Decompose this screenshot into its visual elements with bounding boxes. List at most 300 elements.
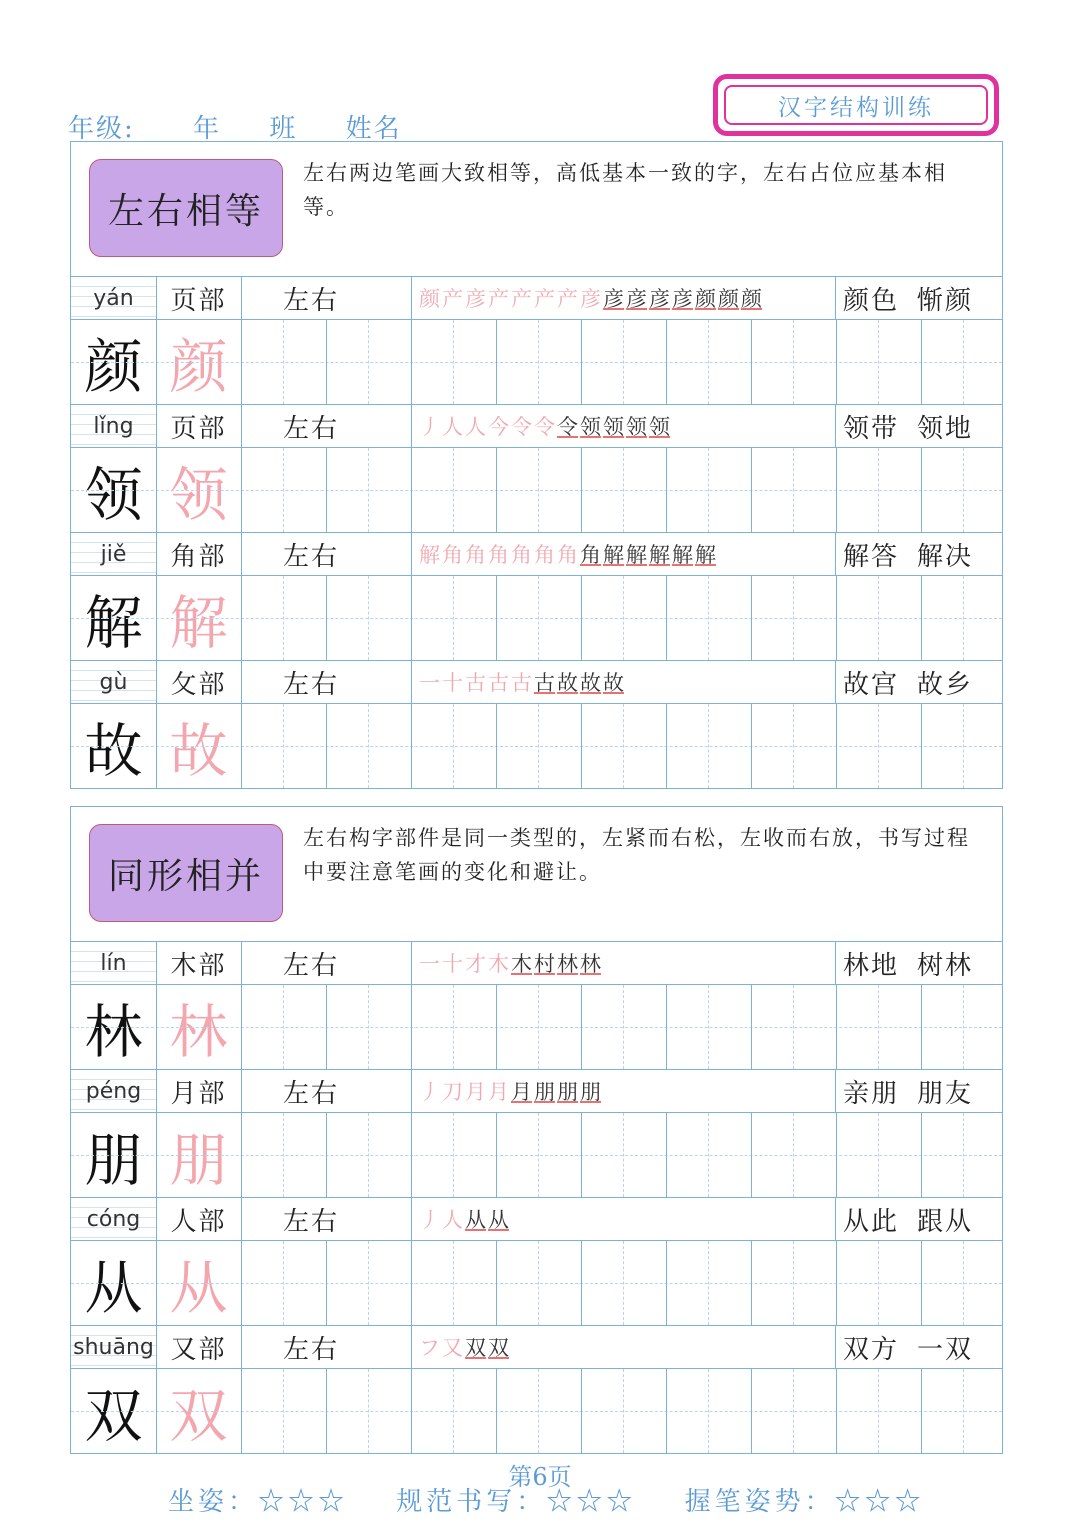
- stroke-step: 角: [580, 543, 601, 567]
- grid-line: [581, 320, 582, 404]
- grid-midline: [878, 1113, 879, 1197]
- worksheet-title: 汉字结构训练: [724, 85, 988, 125]
- writing-grid-row: [71, 703, 1002, 788]
- grid-line: [411, 277, 412, 319]
- grid-midline: [623, 320, 624, 404]
- radical: 月部: [170, 1078, 227, 1109]
- stroke-step: 丿: [419, 1208, 440, 1232]
- grid-midline: [708, 1113, 709, 1197]
- section-intro: [71, 142, 1002, 277]
- grid-midline: [963, 320, 964, 404]
- char-practice-row: [71, 277, 1002, 404]
- trace-char: 从: [169, 1254, 228, 1322]
- stroke-order: [411, 405, 835, 447]
- grid-line: [241, 1369, 242, 1453]
- grid-midline: [71, 1155, 1002, 1156]
- grid-line: [411, 942, 412, 984]
- trace-char: 双: [169, 1382, 228, 1450]
- stroke-step: 颜: [419, 287, 440, 311]
- grid-line: [241, 576, 242, 660]
- grid-line: [666, 576, 667, 660]
- grid-midline: [623, 1241, 624, 1325]
- grid-midline: [538, 576, 539, 660]
- grid-line: [751, 985, 752, 1069]
- example-words: [835, 533, 1002, 575]
- grid-line: [326, 448, 327, 532]
- grid-midline: [878, 576, 879, 660]
- grid-line: [241, 405, 242, 447]
- grid-midline: [538, 985, 539, 1069]
- grid-midline: [878, 448, 879, 532]
- grid-line: [241, 704, 242, 788]
- example-words: [835, 1326, 1002, 1368]
- grid-line: [836, 1241, 837, 1325]
- writing-grid-row: [71, 1368, 1002, 1453]
- name-label: 姓名: [345, 114, 402, 144]
- radical: 页部: [170, 413, 227, 444]
- stroke-step: 解: [672, 543, 693, 567]
- grid-midline: [283, 1113, 284, 1197]
- grid-midline: [963, 1369, 964, 1453]
- stroke-step: 解: [695, 543, 716, 567]
- model-char: 领: [84, 461, 143, 529]
- stroke-step: 林: [580, 952, 601, 976]
- grid-midline: [453, 320, 454, 404]
- grid-midline: [368, 320, 369, 404]
- grid-midline: [453, 985, 454, 1069]
- stroke-order: [411, 661, 835, 703]
- grid-line: [411, 1326, 412, 1368]
- stroke-step: 故: [580, 671, 601, 695]
- structure: 左右: [283, 541, 340, 572]
- rating-writing: 规范书写：☆☆☆: [396, 1487, 637, 1517]
- trace-char: 颜: [169, 333, 228, 401]
- grid-line: [666, 1113, 667, 1197]
- grid-line: [156, 942, 157, 984]
- structure: 左右: [283, 1334, 340, 1365]
- stroke-step: 故: [603, 671, 624, 695]
- grid-line: [241, 448, 242, 532]
- stroke-step: 木: [511, 952, 532, 976]
- grid-line: [835, 661, 836, 703]
- grid-midline: [71, 1027, 1002, 1028]
- stroke-step: 人: [442, 1208, 463, 1232]
- stroke-step: 令: [511, 415, 532, 439]
- example-words: [835, 405, 1002, 447]
- grid-midline: [453, 1113, 454, 1197]
- radical: 木部: [170, 950, 227, 981]
- stroke-step: 解: [626, 543, 647, 567]
- grid-midline: [283, 1241, 284, 1325]
- pinyin: cóng: [71, 1198, 156, 1240]
- grid-line: [156, 1369, 157, 1453]
- writing-grid-row: [71, 447, 1002, 532]
- grid-line: [581, 704, 582, 788]
- example-words: [835, 942, 1002, 984]
- grid-line: [496, 1241, 497, 1325]
- pinyin: shuāng: [71, 1326, 156, 1368]
- char-practice-row: [71, 1069, 1002, 1197]
- grid-midline: [963, 1241, 964, 1325]
- grid-midline: [793, 704, 794, 788]
- grid-midline: [878, 985, 879, 1069]
- stroke-step: 一: [419, 952, 440, 976]
- stroke-step: 领: [649, 415, 670, 439]
- char-practice-row: [71, 660, 1002, 788]
- grid-line: [751, 1241, 752, 1325]
- example-word: 故乡: [917, 669, 974, 700]
- stroke-step: 林: [557, 952, 578, 976]
- stroke-step: 颜: [741, 287, 762, 311]
- char-info-row: [71, 405, 1002, 447]
- stroke-step: 才: [465, 952, 486, 976]
- grid-midline: [283, 448, 284, 532]
- grid-line: [411, 448, 412, 532]
- grid-midline: [283, 320, 284, 404]
- grid-line: [156, 985, 157, 1069]
- grid-line: [241, 1070, 242, 1112]
- stroke-step: 十: [442, 671, 463, 695]
- grid-line: [751, 320, 752, 404]
- grid-line: [836, 704, 837, 788]
- year-label: 年: [193, 114, 222, 144]
- grid-line: [326, 985, 327, 1069]
- stroke-step: 双: [488, 1336, 509, 1360]
- grid-line: [156, 448, 157, 532]
- grid-midline: [453, 704, 454, 788]
- grid-line: [156, 1326, 157, 1368]
- char-info-row: [71, 942, 1002, 984]
- grid-midline: [708, 1369, 709, 1453]
- grid-line: [241, 533, 242, 575]
- example-word: 领带: [843, 413, 900, 444]
- grid-midline: [283, 985, 284, 1069]
- grid-line: [835, 405, 836, 447]
- grid-midline: [793, 320, 794, 404]
- rating-posture: 坐姿：☆☆☆: [168, 1487, 349, 1517]
- grid-line: [156, 277, 157, 319]
- grid-midline: [368, 1241, 369, 1325]
- model-char: 双: [84, 1382, 143, 1450]
- stroke-step: 解: [649, 543, 670, 567]
- grid-line: [411, 1241, 412, 1325]
- worksheet-title-box: [713, 74, 999, 136]
- grid-midline: [283, 1369, 284, 1453]
- grid-line: [581, 448, 582, 532]
- writing-grid-row: [71, 1240, 1002, 1325]
- grid-line: [326, 704, 327, 788]
- grid-line: [751, 704, 752, 788]
- char-practice-row: [71, 1325, 1002, 1453]
- grid-midline: [368, 576, 369, 660]
- stroke-step: 解: [419, 543, 440, 567]
- radical: 页部: [170, 285, 227, 316]
- grid-midline: [708, 1241, 709, 1325]
- stroke-step: 彦: [580, 287, 601, 311]
- radical: 人部: [170, 1206, 227, 1237]
- grid-midline: [963, 1113, 964, 1197]
- example-word: 领地: [917, 413, 974, 444]
- example-words: [835, 277, 1002, 319]
- stroke-order: [411, 942, 835, 984]
- stroke-step: 故: [557, 671, 578, 695]
- stroke-step: 令: [534, 415, 555, 439]
- grid-line: [411, 704, 412, 788]
- grid-line: [241, 1326, 242, 1368]
- stroke-step: 今: [488, 415, 509, 439]
- grid-line: [581, 985, 582, 1069]
- stroke-step: 角: [511, 543, 532, 567]
- writing-grid-row: [71, 319, 1002, 404]
- stroke-step: 村: [534, 952, 555, 976]
- stroke-step: フ: [419, 1336, 440, 1360]
- grid-line: [666, 1241, 667, 1325]
- grid-midline: [793, 985, 794, 1069]
- grid-midline: [708, 320, 709, 404]
- grid-line: [666, 1369, 667, 1453]
- grid-line: [156, 576, 157, 660]
- stroke-step: 从: [488, 1208, 509, 1232]
- grid-line: [156, 533, 157, 575]
- grid-line: [411, 1113, 412, 1197]
- stroke-step: 月: [488, 1080, 509, 1104]
- grid-midline: [623, 704, 624, 788]
- grid-midline: [623, 448, 624, 532]
- pinyin: lǐng: [71, 405, 156, 447]
- stroke-step: 古: [465, 671, 486, 695]
- stroke-step: 月: [511, 1080, 532, 1104]
- grid-midline: [708, 704, 709, 788]
- stroke-step: 古: [534, 671, 555, 695]
- grid-midline: [71, 1411, 1002, 1412]
- stroke-order: [411, 533, 835, 575]
- grid-midline: [368, 1113, 369, 1197]
- grid-midline: [878, 320, 879, 404]
- radical: 角部: [170, 541, 227, 572]
- stroke-step: 领: [626, 415, 647, 439]
- grid-midline: [623, 1113, 624, 1197]
- char-practice-row: [71, 404, 1002, 532]
- trace-char: 解: [169, 589, 228, 657]
- grid-line: [836, 448, 837, 532]
- grid-midline: [538, 704, 539, 788]
- stroke-step: 朋: [534, 1080, 555, 1104]
- stroke-step: 朋: [580, 1080, 601, 1104]
- stroke-step: 领: [603, 415, 624, 439]
- grid-line: [241, 277, 242, 319]
- grid-line: [835, 942, 836, 984]
- grid-midline: [538, 1241, 539, 1325]
- grid-line: [411, 1070, 412, 1112]
- example-words: [835, 661, 1002, 703]
- stroke-step: 双: [465, 1336, 486, 1360]
- stroke-order: [411, 1070, 835, 1112]
- grid-line: [921, 1241, 922, 1325]
- grid-line: [921, 320, 922, 404]
- grid-line: [411, 576, 412, 660]
- grid-midline: [963, 704, 964, 788]
- stroke-step: 颜: [695, 287, 716, 311]
- radical: 攵部: [170, 669, 227, 700]
- stroke-step: 彦: [626, 287, 647, 311]
- grid-line: [496, 985, 497, 1069]
- grid-line: [751, 1113, 752, 1197]
- grid-midline: [708, 576, 709, 660]
- grid-line: [921, 704, 922, 788]
- example-word: 亲朋: [843, 1078, 900, 1109]
- model-char: 解: [84, 589, 143, 657]
- grid-line: [921, 1113, 922, 1197]
- grid-line: [156, 1113, 157, 1197]
- grid-line: [835, 533, 836, 575]
- stroke-step: 又: [442, 1336, 463, 1360]
- student-info: [68, 108, 440, 145]
- grid-line: [666, 320, 667, 404]
- grid-midline: [708, 985, 709, 1069]
- grid-line: [496, 1113, 497, 1197]
- section-label: 左右相等: [89, 159, 283, 257]
- trace-char: 领: [169, 461, 228, 529]
- structure: 左右: [283, 285, 340, 316]
- stroke-step: 彦: [672, 287, 693, 311]
- grid-line: [581, 1369, 582, 1453]
- section-1: [70, 141, 1003, 789]
- grid-midline: [453, 1369, 454, 1453]
- grid-midline: [368, 1369, 369, 1453]
- grid-line: [156, 1198, 157, 1240]
- structure: 左右: [283, 1078, 340, 1109]
- grid-line: [241, 1113, 242, 1197]
- grid-midline: [963, 985, 964, 1069]
- grid-line: [496, 576, 497, 660]
- radical: 又部: [170, 1334, 227, 1365]
- grid-line: [836, 1113, 837, 1197]
- writing-grid-row: [71, 1112, 1002, 1197]
- stroke-step: 产: [557, 287, 578, 311]
- grid-line: [835, 1326, 836, 1368]
- stroke-step: 角: [557, 543, 578, 567]
- grid-midline: [71, 618, 1002, 619]
- pinyin: gù: [71, 661, 156, 703]
- grid-midline: [878, 1241, 879, 1325]
- grid-midline: [71, 362, 1002, 363]
- grid-midline: [793, 576, 794, 660]
- grid-line: [411, 533, 412, 575]
- grid-line: [241, 661, 242, 703]
- grid-line: [666, 985, 667, 1069]
- stroke-step: 角: [465, 543, 486, 567]
- stroke-step: 朋: [557, 1080, 578, 1104]
- grid-line: [326, 576, 327, 660]
- grid-midline: [368, 448, 369, 532]
- grid-line: [156, 661, 157, 703]
- section-intro: [71, 807, 1002, 942]
- stroke-step: 人: [442, 415, 463, 439]
- char-practice-row: [71, 942, 1002, 1069]
- grid-line: [496, 1369, 497, 1453]
- char-info-row: [71, 277, 1002, 319]
- example-word: 解答: [843, 541, 900, 572]
- example-word: 从此: [843, 1206, 900, 1237]
- grid-midline: [538, 320, 539, 404]
- grid-midline: [793, 1241, 794, 1325]
- grid-midline: [538, 1369, 539, 1453]
- stroke-step: 人: [465, 415, 486, 439]
- stroke-step: 令: [557, 415, 578, 439]
- grid-midline: [283, 704, 284, 788]
- stroke-step: 古: [511, 671, 532, 695]
- grid-midline: [878, 1369, 879, 1453]
- char-info-row: [71, 1070, 1002, 1112]
- stroke-step: 产: [534, 287, 555, 311]
- grid-line: [496, 320, 497, 404]
- grid-midline: [793, 1369, 794, 1453]
- stroke-step: 角: [534, 543, 555, 567]
- grid-line: [241, 942, 242, 984]
- structure: 左右: [283, 950, 340, 981]
- grid-line: [241, 1241, 242, 1325]
- grid-line: [156, 1070, 157, 1112]
- grid-midline: [453, 1241, 454, 1325]
- grid-line: [156, 704, 157, 788]
- grid-line: [411, 1198, 412, 1240]
- example-word: 颜色: [843, 285, 900, 316]
- page-number: 第6页: [508, 1463, 572, 1491]
- stroke-step: 一: [419, 671, 440, 695]
- section-description: 左右两边笔画大致相等，高低基本一致的字，左右占位应基本相等。: [303, 161, 947, 219]
- section-2: [70, 806, 1003, 1454]
- stroke-step: 角: [442, 543, 463, 567]
- grid-midline: [963, 448, 964, 532]
- model-char: 朋: [84, 1126, 143, 1194]
- grid-midline: [793, 1113, 794, 1197]
- grid-line: [836, 985, 837, 1069]
- grid-line: [921, 1369, 922, 1453]
- stroke-step: 角: [488, 543, 509, 567]
- grid-midline: [71, 1283, 1002, 1284]
- grid-line: [836, 576, 837, 660]
- example-words: [835, 1070, 1002, 1112]
- class-label: 班: [269, 114, 298, 144]
- grid-midline: [623, 1369, 624, 1453]
- grid-line: [581, 1241, 582, 1325]
- grid-line: [751, 448, 752, 532]
- grid-midline: [623, 985, 624, 1069]
- grid-line: [326, 1369, 327, 1453]
- section-description: 左右构字部件是同一类型的，左紧而右松，左收而右放，书写过程中要注意笔画的变化和避让。: [303, 826, 970, 884]
- char-info-row: [71, 661, 1002, 703]
- grid-line: [411, 320, 412, 404]
- grid-line: [241, 985, 242, 1069]
- trace-char: 故: [169, 717, 228, 785]
- stroke-order: [411, 1326, 835, 1368]
- stroke-step: 刀: [442, 1080, 463, 1104]
- model-char: 从: [84, 1254, 143, 1322]
- example-word: 朋友: [917, 1078, 974, 1109]
- stroke-step: 颜: [718, 287, 739, 311]
- grid-midline: [878, 704, 879, 788]
- example-word: 林地: [843, 950, 900, 981]
- grid-line: [581, 576, 582, 660]
- char-practice-row: [71, 532, 1002, 660]
- grid-line: [836, 320, 837, 404]
- grid-line: [751, 576, 752, 660]
- pinyin: yán: [71, 277, 156, 319]
- writing-grid-row: [71, 984, 1002, 1069]
- char-info-row: [71, 1326, 1002, 1368]
- writing-grid-row: [71, 575, 1002, 660]
- grid-midline: [963, 576, 964, 660]
